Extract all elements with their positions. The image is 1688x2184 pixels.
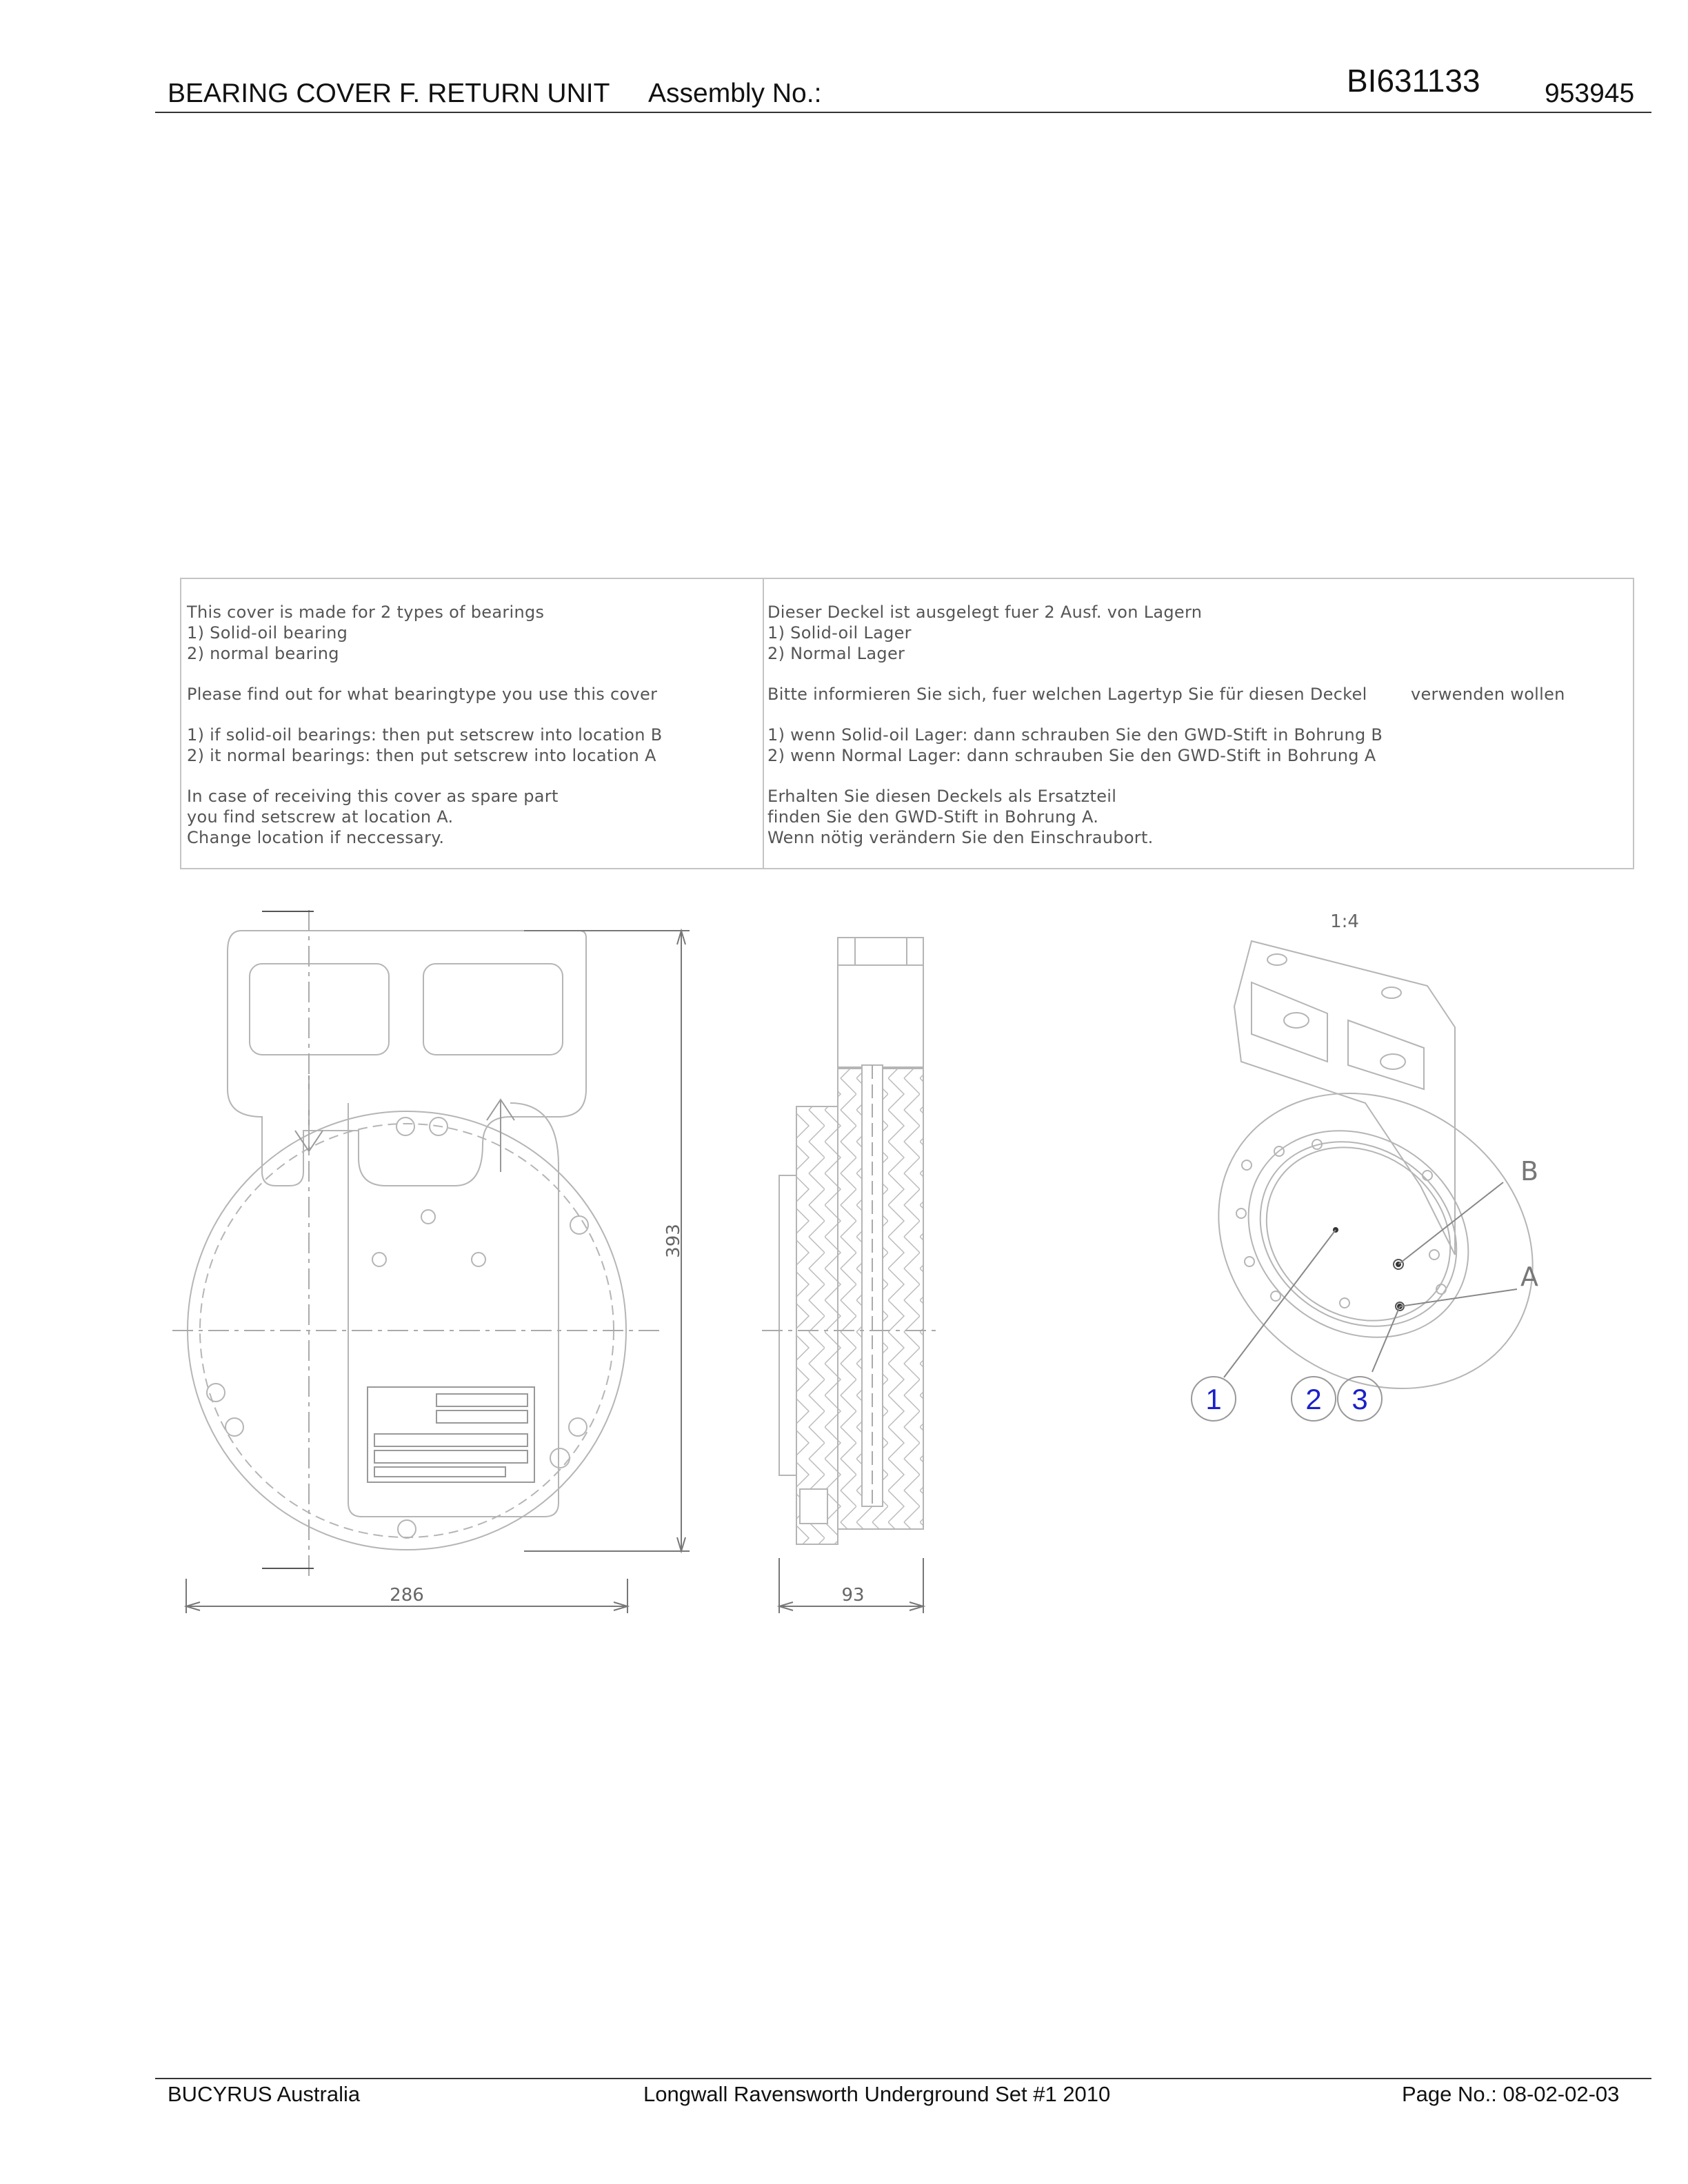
note-line: 2) wenn Normal Lager: dann schrauben Sie den GWD-Stift in Bohrung A	[767, 746, 1376, 765]
footer-page-number: Page No.: 08-02-02-03	[1402, 2082, 1620, 2106]
note-line: finden Sie den GWD-Stift in Bohrung A.	[767, 807, 1099, 827]
location-a-label: A	[1520, 1262, 1538, 1292]
note-gap	[187, 766, 759, 786]
note-line: you find setscrew at location A.	[187, 807, 454, 827]
note-line: Wenn nötig verändern Sie den Einschraubort.	[767, 828, 1154, 847]
note-line: Please find out for what bearingtype you use this cover	[187, 685, 658, 704]
footer-company: BUCYRUS Australia	[168, 2082, 361, 2106]
note-line: 1) wenn Solid-oil Lager: dann schrauben Sie den GWD-Stift in Bohrung B	[767, 725, 1383, 745]
footer-project: Longwall Ravensworth Underground Set #1 2010	[643, 2082, 1111, 2106]
iso-scale: 1:4	[1330, 911, 1359, 932]
note-line: 1) Solid-oil bearing	[187, 623, 348, 643]
assembly-label: Assembly No.:	[648, 79, 822, 108]
note-line: Bitte informieren Sie sich, fuer welchen Lagertyp Sie für diesen Deckel verwenden wollen	[767, 685, 1565, 704]
note-line: 2) Normal Lager	[767, 644, 905, 663]
front-view	[172, 910, 690, 1613]
note-gap	[187, 664, 759, 684]
note-line: Dieser Deckel ist ausgelegt fuer 2 Ausf. von Lagern	[767, 603, 1203, 622]
notes-table	[180, 578, 1634, 869]
assembly-id: BI631133	[1347, 63, 1480, 99]
note-line: 1) if solid-oil bearings: then put setscrew into location B	[187, 725, 663, 745]
note-gap	[767, 766, 1629, 786]
note-gap	[767, 664, 1629, 684]
isometric-view	[1161, 941, 1591, 1448]
notes-english	[187, 602, 759, 848]
note-line: Change location if neccessary.	[187, 828, 445, 847]
technical-drawing	[0, 882, 1688, 1641]
document-title: BEARING COVER F. RETURN UNIT	[168, 79, 610, 108]
height-dimension: 393	[663, 1224, 684, 1258]
callout-3: 3	[1352, 1383, 1368, 1415]
header-rule	[155, 112, 1651, 113]
depth-dimension: 93	[841, 1585, 865, 1606]
footer-rule	[155, 2078, 1651, 2079]
note-line: 1) Solid-oil Lager	[767, 623, 912, 643]
note-line: Erhalten Sie diesen Deckels als Ersatzteil	[767, 787, 1117, 806]
note-line: 2) normal bearing	[187, 644, 339, 663]
location-b-label: B	[1520, 1156, 1539, 1186]
note-gap	[767, 705, 1629, 725]
part-number: 953945	[1545, 79, 1635, 108]
notes-divider	[763, 579, 764, 868]
notes-german	[767, 602, 1629, 848]
note-line: This cover is made for 2 types of bearings	[187, 603, 545, 622]
callout-2: 2	[1305, 1383, 1322, 1415]
callout-1: 1	[1205, 1383, 1222, 1415]
width-dimension: 286	[390, 1585, 424, 1606]
section-view	[762, 938, 938, 1613]
note-gap	[187, 705, 759, 725]
note-line: 2) it normal bearings: then put setscrew into location A	[187, 746, 656, 765]
note-line: In case of receiving this cover as spare part	[187, 787, 559, 806]
